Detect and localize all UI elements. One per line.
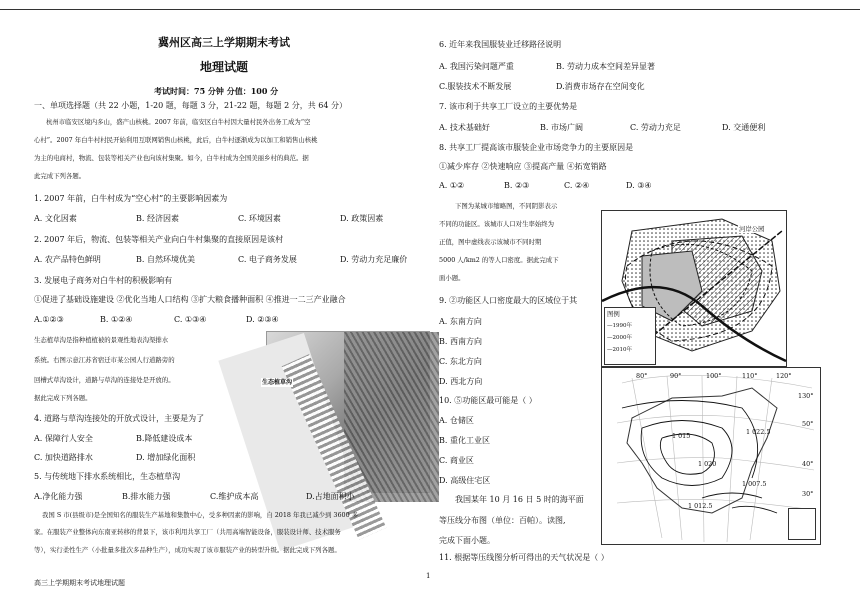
q4-stem: 4. 道路与草沟连接处的开放式设计，主要是为了 [34, 414, 205, 423]
city-function-map [601, 210, 787, 367]
passage5-line: 等压线分布图（单位：百帕）。读图, [439, 516, 566, 525]
q7-option-b[interactable]: B. 市场广阔 [540, 123, 583, 132]
isobar-label: 1 015 [672, 432, 691, 440]
q9-option-b[interactable]: B. 西南方向 [439, 337, 482, 346]
lat-label: 40° [802, 460, 814, 468]
q1-option-c[interactable]: C. 环境因素 [238, 214, 281, 223]
lon-label: 130° [798, 392, 814, 400]
q7-option-d[interactable]: D. 交通便利 [722, 123, 766, 132]
q4-option-d[interactable]: D. 增加绿化面积 [136, 453, 196, 462]
isobar-label: 1 007.5 [742, 480, 767, 488]
q5-option-b[interactable]: B.排水能力强 [122, 492, 171, 501]
q2-option-c[interactable]: C. 电子商务发展 [238, 255, 297, 264]
q4-option-b[interactable]: B.降低建设成本 [136, 434, 193, 443]
lon-label: 100° [706, 372, 722, 380]
passage3-line: 家。在服装产业整体向东南亚转移的背景下，该市利用共享工厂（共用高端智能设备，服装设计师、技术服务 [34, 528, 341, 536]
q8-items: ①减少库存 ②快速响应 ③提高产量 ④拓宽销路 [439, 162, 607, 171]
q1-option-b[interactable]: B. 经济因素 [136, 214, 179, 223]
passage1-line: 杭州市临安区境内多山，盛产山核桃。2007 年前，临安区白牛村因大量村民外出务工成为“空 [46, 118, 311, 126]
q5-option-d[interactable]: D.占地面积小 [306, 492, 355, 501]
q3-items: ①促进了基础设施建设 ②优化当地人口结构 ③扩大粮食播种面积 ④推进一二三产业融合 [34, 295, 346, 304]
legend-item-2000: —2000年 [607, 335, 632, 341]
passage2-line: 据此完成下列各题。 [34, 394, 92, 402]
q2-option-d[interactable]: D. 劳动力充足廉价 [340, 255, 408, 264]
passage4-line: 下图为某城市缩略图，不同阴影表示 [455, 202, 558, 210]
legend-item-1990: —1990年 [607, 323, 632, 329]
legend-title: 图例 [607, 310, 620, 318]
q9-option-a[interactable]: A. 东南方向 [439, 317, 482, 326]
q9-stem: 9. ②功能区人口密度最大的区域位于其 [439, 296, 578, 305]
isobar-map [601, 367, 821, 545]
q1-option-a[interactable]: A. 文化因素 [34, 214, 77, 223]
q6-option-d[interactable]: D.消费市场存在空间变化 [556, 82, 645, 91]
lon-label: 120° [776, 372, 792, 380]
passage1-line: 心村”。2007 年白牛村村民开始利用互联网销售山核桃，此后，白牛村逐渐成为以加工和销售山核桃 [34, 136, 318, 144]
q8-option-c[interactable]: C. ②④ [564, 181, 590, 190]
passage4-line: 面小题。 [439, 274, 465, 282]
q10-option-b[interactable]: B. 重化工业区 [439, 436, 490, 445]
passage2-line: 生态植草沟是指种植植被的景观性地表沟渠排水 [34, 336, 169, 344]
isobar-label: 1 020 [698, 460, 717, 468]
city-map-legend [604, 307, 656, 365]
q8-option-b[interactable]: B. ②③ [504, 181, 530, 190]
passage4-line: 5000 人/km2 的等人口密度。据此完成下 [439, 256, 559, 264]
photo-label: 生态植草沟 [262, 379, 293, 386]
section-heading: 一、单项选择题（共 22 小题，1-20 题，每题 3 分，21-22 题，每题 2 分，共 64 分） [34, 101, 348, 110]
lon-label: 80° [636, 372, 648, 380]
graticule [617, 375, 814, 542]
south-china-sea-inset [788, 508, 816, 540]
q8-stem: 8. 共享工厂提高该市服装企业市场竞争力的主要原因是 [439, 143, 634, 152]
q8-option-d[interactable]: D. ③④ [626, 181, 652, 190]
passage5-line: 我国某年 10 月 16 日 5 时的海平面 [455, 495, 584, 504]
isobar-label: 1 012.5 [688, 502, 713, 510]
china-outline [627, 388, 777, 513]
passage2-line: 系统。右图示意江苏省宿迁市某公园人行道路旁的 [34, 356, 175, 364]
footer-exam-name: 高三上学期期末考试地理试题 [34, 579, 125, 587]
q7-option-c[interactable]: C. 劳动力充足 [630, 123, 681, 132]
q5-option-a[interactable]: A.净化能力强 [34, 492, 83, 501]
passage2-line: 回槽式草沟设计，道路与草沟的连接处是开放的。 [34, 376, 175, 384]
q10-option-a[interactable]: A. 仓储区 [439, 416, 474, 425]
exam-subtitle: 地理试题 [200, 60, 249, 74]
q5-stem: 5. 与传统地下排水系统相比，生态植草沟 [34, 472, 181, 481]
q1-stem: 1. 2007 年前，白牛村成为“空心村”的主要影响因素为 [34, 194, 228, 203]
grass-swale-photo [262, 331, 430, 493]
top-rule [0, 9, 860, 10]
q3-option-d[interactable]: D. ②③④ [246, 315, 279, 324]
passage1-line: 为主的电商村，物流、包装等相关产业也向该村集聚。如今，白牛村成为全国美丽乡村的典范。据 [34, 154, 309, 162]
lon-label: 90° [670, 372, 682, 380]
isobars [622, 401, 777, 514]
q1-option-d[interactable]: D. 政策因素 [340, 214, 384, 223]
passage4-line: 正值，图中虚线表示该城市不同时期 [439, 238, 542, 246]
lat-label: 50° [802, 420, 814, 428]
exam-time-info: 考试时间：75 分钟 分值：100 分 [154, 86, 279, 96]
q7-stem: 7. 该市利于共享工厂设立的主要优势是 [439, 102, 578, 111]
q4-option-c[interactable]: C. 加快道路排水 [34, 453, 93, 462]
q10-option-c[interactable]: C. 商业区 [439, 456, 474, 465]
q8-option-a[interactable]: A. ①② [439, 181, 465, 190]
passage3-line: 我国 S 市(县级市)是全国知名的服装生产基地和集散中心，受多种因素的影响，自 2018 年我已减少到 3600 多 [42, 511, 359, 519]
q10-stem: 10. ⑤功能区最可能是（ ） [439, 396, 537, 405]
page-number: 1 [426, 572, 431, 580]
q7-option-a[interactable]: A. 技术基础好 [439, 123, 490, 132]
q11-stem: 11. 根据等压线图分析可得出的天气状况是（ ） [439, 553, 609, 562]
q6-option-c[interactable]: C.服装技术不断发展 [439, 82, 512, 91]
q10-option-d[interactable]: D. 高级住宅区 [439, 476, 491, 485]
q6-option-a[interactable]: A. 我国污染问题严重 [439, 62, 514, 71]
lat-label: 30° [802, 490, 814, 498]
lon-label: 110° [742, 372, 758, 380]
passage3-line: 等），实行柔性生产（小批量多批次多品种生产），成功实现了该市服装产业的转型升级。据此完成下列各题。 [34, 546, 341, 554]
q5-option-c[interactable]: C.维护成本高 [210, 492, 259, 501]
passage5-line: 完成下面小题。 [439, 536, 495, 545]
legend-item-2010: —2010年 [607, 347, 632, 353]
passage4-line: 不同的功能区。该城市人口对生率始终为 [439, 220, 555, 228]
q2-option-b[interactable]: B. 自然环境优美 [136, 255, 195, 264]
q6-stem: 6. 近年来我国服装业迁移路径说明 [439, 40, 562, 49]
isobar-label: 1 022.5 [746, 428, 771, 436]
exam-title: 冀州区高三上学期期末考试 [158, 36, 290, 49]
q6-option-b[interactable]: B. 劳动力成本空间差异显著 [556, 62, 655, 71]
passage1-line: 此完成下列各题。 [34, 172, 86, 180]
park-label: 河岸公园 [739, 225, 765, 233]
q4-option-a[interactable]: A. 保障行人安全 [34, 434, 93, 443]
q3-option-c[interactable]: C. ①③④ [174, 315, 207, 324]
q3-option-b[interactable]: B. ①②④ [100, 315, 133, 324]
q2-option-a[interactable]: A. 农产品特色鲜明 [34, 255, 101, 264]
q9-option-c[interactable]: C. 东北方向 [439, 357, 482, 366]
q2-stem: 2. 2007 年后，物流、包装等相关产业向白牛村集聚的直接原因是该村 [34, 235, 284, 244]
q3-stem: 3. 发展电子商务对白牛村的积极影响有 [34, 276, 173, 285]
q3-option-a[interactable]: A.①②③ [34, 315, 64, 324]
q9-option-d[interactable]: D. 西北方向 [439, 377, 483, 386]
